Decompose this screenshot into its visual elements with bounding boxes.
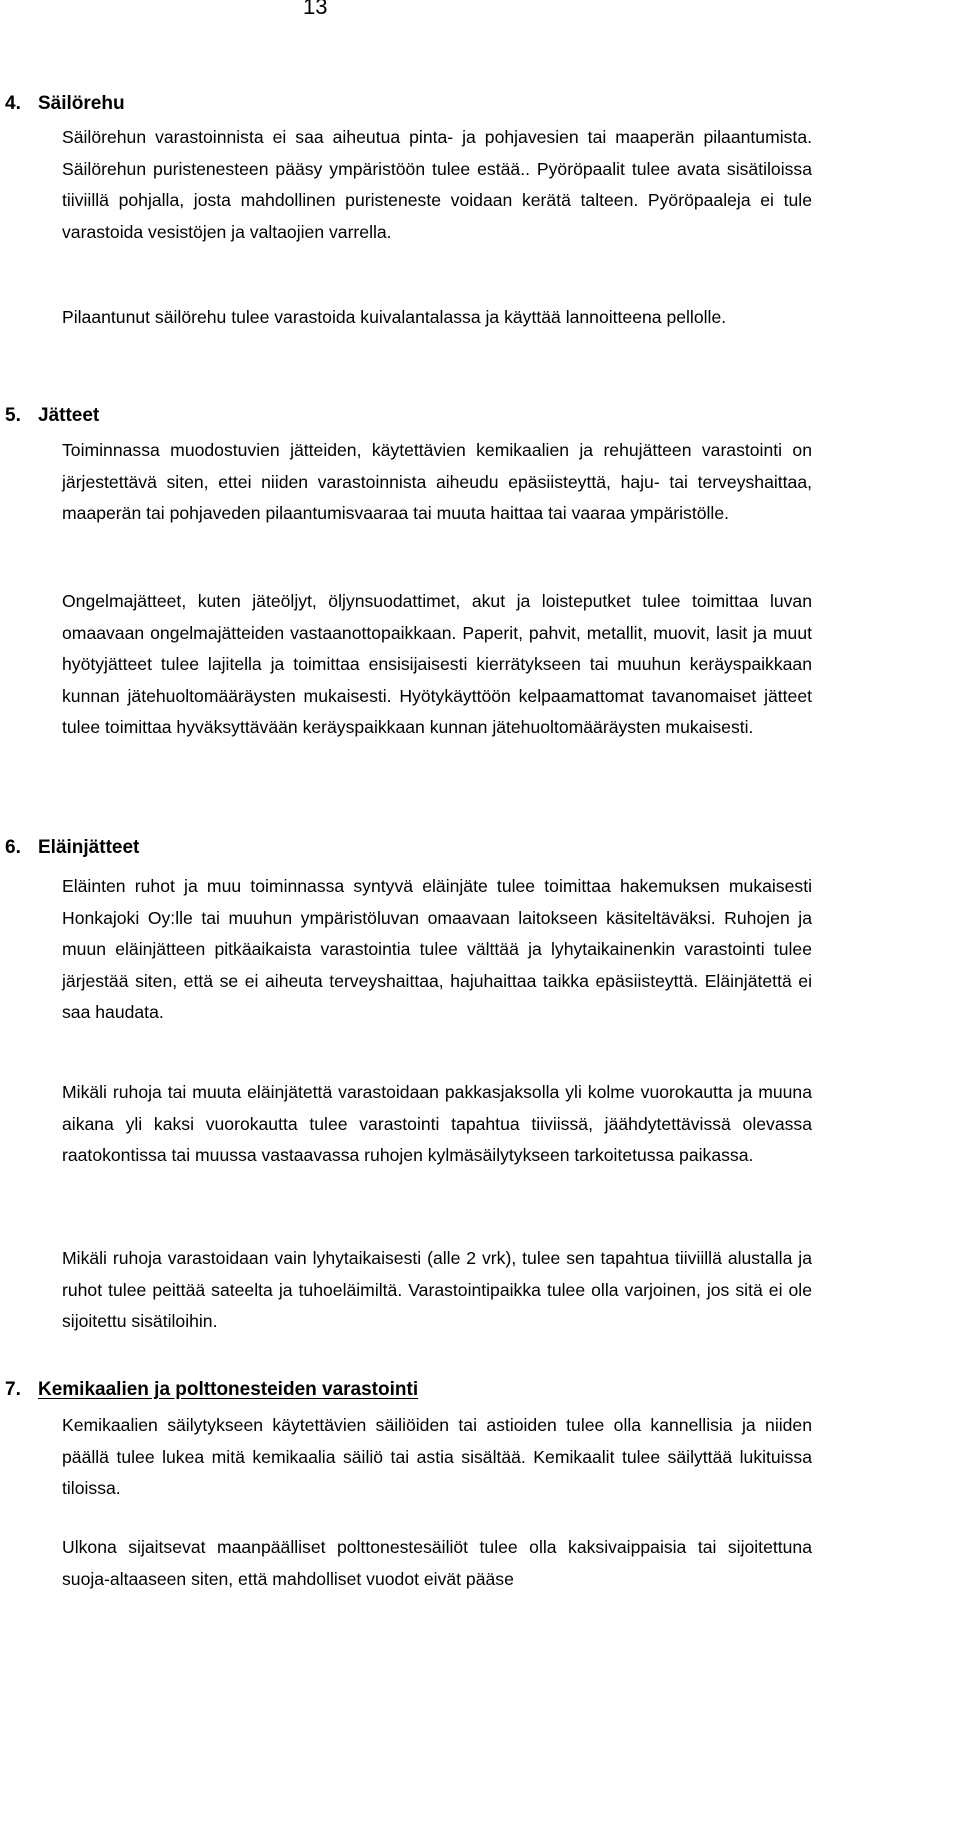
section-number: 7. (5, 1379, 21, 1400)
section-number: 6. (5, 837, 21, 858)
paragraph: Ulkona sijaitsevat maanpäälliset polttonestesäiliöt tulee olla kaksivaippaisia tai sijoitettuna suoja-altaaseen siten, että mahdolliset vuodot eivät pääse (62, 1537, 812, 1589)
section-title: Kemikaalien ja polttonesteiden varastointi (38, 1379, 419, 1400)
paragraph: Säilörehun varastoinnista ei saa aiheutua pinta- ja pohjavesien tai maaperän pilaantumista. Säilörehun puristenesteen pääsy ympäristöön tulee estää.. Pyöröpaalit tulee avata sisätiloissa tiiviillä pohjalla, josta mahdollinen puristeneste voidaan kerätä talteen. Pyöröpaaleja ei tule varastoida vesistöjen ja valtaojien varrella. (62, 127, 812, 242)
section-number: 5. (5, 405, 21, 426)
section-title: Jätteet (38, 405, 100, 426)
page-number-text: 13 (303, 0, 328, 19)
section-title: Säilörehu (38, 93, 125, 114)
paragraph: Ongelmajätteet, kuten jäteöljyt, öljynsuodattimet, akut ja loisteputket tulee toimittaa luvan omaavaan ongelmajätteiden vastaanottopaikkaan. Paperit, pahvit, metallit, muovit, lasit ja muut hyötyjätteet tulee lajitella ja toimittaa ensisijaisesti kierrätykseen tai muuhun keräyspaikkaan kunnan jätehuoltomääräysten mukaisesti. Hyötykäyttöön kelpaamattomat tavanomaiset jätteet tulee toimittaa hyväksyttävään keräyspaikkaan kunnan jätehuoltomääräysten mukaisesti. (62, 591, 812, 737)
paragraph: Kemikaalien säilytykseen käytettävien säiliöiden tai astioiden tulee olla kannellisia ja niiden päällä tulee lukea mitä kemikaalia säiliö tai astia sisältää. Kemikaalit tulee säilyttää lukituissa tiloissa. (62, 1415, 812, 1498)
paragraph: Mikäli ruhoja tai muuta eläinjätettä varastoidaan pakkasjaksolla yli kolme vuorokautta ja muuna aikana yli kaksi vuorokautta tulee varastointi tapahtua tiiviissä, jäähdytettävissä olevassa raatokontissa tai muussa vastaavassa ruhojen kylmäsäilytykseen tarkoitetussa paikassa. (62, 1082, 812, 1165)
section-number: 4. (5, 93, 21, 114)
section-heading-4 (5, 92, 125, 116)
paragraph: Eläinten ruhot ja muu toiminnassa syntyvä eläinjäte tulee toimittaa hakemuksen mukaisesti Honkajoki Oy:lle tai muuhun ympäristöluvan omaavaan laitokseen käsiteltäväksi. Ruhojen ja muun eläinjätteen pitkäaikaista varastointia tulee välttää ja lyhytaikainenkin varastointi tulee järjestää siten, että se ei aiheuta terveyshaittaa, hajuhaittaa taikka epäsiisteyttä. Eläinjätettä ei saa haudata. (62, 876, 812, 1022)
paragraph: Toiminnassa muodostuvien jätteiden, käytettävien kemikaalien ja rehujätteen varastointi on järjestettävä siten, ettei niiden varastoinnista aiheudu epäsiisteyttä, haju- tai terveyshaittaa, maaperän tai pohjaveden pilaantumisvaaraa tai muuta haittaa tai vaaraa ympäristölle. (62, 440, 812, 523)
paragraph: Mikäli ruhoja varastoidaan vain lyhytaikaisesti (alle 2 vrk), tulee sen tapahtua tiiviillä alustalla ja ruhot tulee peittää sateelta ja tuhoeläimiltä. Varastointipaikka tulee olla varjoinen, jos sitä ei ole sijoitettu sisätiloihin. (62, 1248, 812, 1331)
section-heading-6 (5, 836, 139, 860)
paragraph: Pilaantunut säilörehu tulee varastoida kuivalantalassa ja käyttää lannoitteena pellolle. (62, 307, 727, 327)
section-heading-5 (5, 404, 99, 428)
section-title: Eläinjätteet (38, 837, 140, 858)
section-heading-7 (5, 1378, 418, 1402)
